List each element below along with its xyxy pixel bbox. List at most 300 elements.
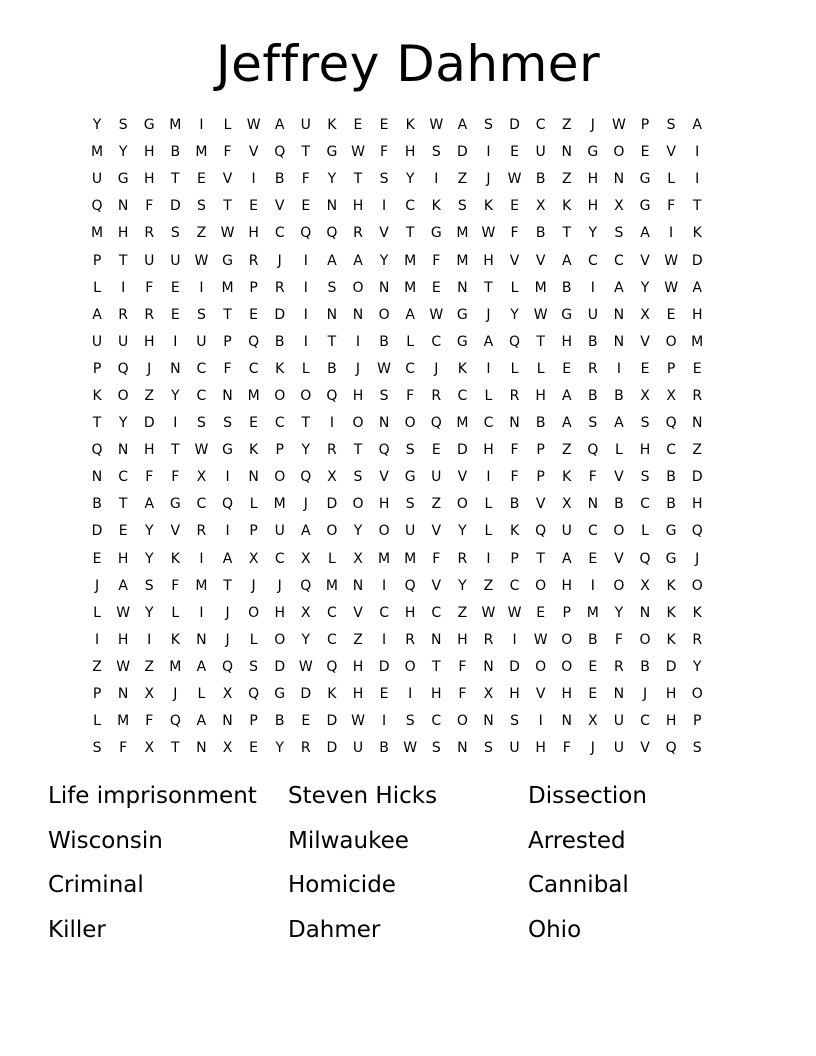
grid-letter: M xyxy=(169,658,182,675)
grid-row xyxy=(84,275,710,302)
grid-letter: I xyxy=(669,225,674,242)
grid-letter: M xyxy=(117,713,130,730)
grid-letter: N xyxy=(196,631,207,648)
grid-letter: H xyxy=(117,225,129,242)
grid-letter: I xyxy=(147,631,152,648)
grid-letter: U xyxy=(509,740,520,757)
grid-letter: N xyxy=(196,740,207,757)
grid-letter: H xyxy=(143,171,155,188)
grid-letter: G xyxy=(222,442,233,459)
grid-letter: U xyxy=(587,306,598,323)
grid-letter: B xyxy=(274,333,285,350)
grid-letter: A xyxy=(692,279,702,296)
grid-letter: K xyxy=(249,442,259,459)
grid-letter: L xyxy=(249,496,258,513)
grid-letter: O xyxy=(691,686,703,703)
grid-row xyxy=(84,708,710,735)
grid-letter: G xyxy=(456,333,468,350)
grid-letter: R xyxy=(587,360,598,377)
grid-letter: Q xyxy=(404,577,416,594)
grid-letter: M xyxy=(586,604,599,621)
grid-letter: Z xyxy=(483,577,494,594)
grid-letter: Q xyxy=(691,523,703,540)
grid-letter: U xyxy=(274,523,285,540)
grid-letter: K xyxy=(562,469,572,486)
grid-letter: U xyxy=(118,333,129,350)
grid-letter: G xyxy=(587,144,599,161)
grid-letter: P xyxy=(536,469,545,486)
grid-letter: A xyxy=(196,658,207,675)
grid-letter: J xyxy=(277,577,282,594)
grid-letter: Y xyxy=(692,658,702,675)
grid-letter: O xyxy=(378,523,390,540)
grid-letter: X xyxy=(327,469,337,486)
grid-letter: Z xyxy=(353,631,363,648)
grid-letter: L xyxy=(536,360,545,377)
grid-letter: Q xyxy=(169,713,181,730)
grid-letter: E xyxy=(249,306,259,323)
grid-letter: Q xyxy=(248,686,260,703)
grid-letter: J xyxy=(695,550,700,567)
grid-letter: N xyxy=(117,442,129,459)
grid-letter: N xyxy=(457,740,468,757)
grid-letter: L xyxy=(93,279,101,296)
grid-letter: G xyxy=(274,686,286,703)
grid-letter: O xyxy=(274,469,286,486)
grid-letter: C xyxy=(535,117,546,134)
grid-letter: M xyxy=(325,577,338,594)
grid-letter: X xyxy=(353,550,363,567)
grid-letter: T xyxy=(353,171,363,188)
grid-letter: N xyxy=(91,469,103,486)
grid-letter: G xyxy=(222,252,233,269)
grid-letter: I xyxy=(382,198,387,215)
grid-letter: Y xyxy=(588,225,598,242)
grid-letter: Y xyxy=(144,550,154,567)
grid-letter: Y xyxy=(144,604,154,621)
grid-letter: D xyxy=(326,496,338,513)
grid-letter: V xyxy=(431,523,442,540)
grid-letter: M xyxy=(534,279,547,296)
grid-letter: N xyxy=(509,415,520,432)
grid-letter: E xyxy=(588,550,598,567)
grid-letter: D xyxy=(326,740,338,757)
grid-letter: T xyxy=(562,225,572,242)
word-list-item: Criminal xyxy=(48,872,144,898)
grid-letter: P xyxy=(275,442,284,459)
grid-letter: X xyxy=(144,686,155,703)
grid-letter: X xyxy=(640,306,650,323)
grid-letter: Q xyxy=(665,740,677,757)
grid-letter: C xyxy=(640,496,650,513)
grid-letter: W xyxy=(246,117,261,134)
grid-letter: S xyxy=(144,577,154,594)
grid-letter: E xyxy=(301,713,311,730)
grid-letter: F xyxy=(667,198,676,215)
grid-letter: F xyxy=(432,252,441,269)
grid-letter: N xyxy=(483,658,494,675)
grid-letter: V xyxy=(274,198,285,215)
grid-letter: B xyxy=(509,496,520,513)
grid-letter: E xyxy=(92,550,102,567)
grid-letter: L xyxy=(510,360,519,377)
grid-letter: Q xyxy=(665,415,677,432)
grid-letter: M xyxy=(456,415,469,432)
grid-letter: V xyxy=(431,577,442,594)
grid-row xyxy=(84,627,710,654)
grid-letter: J xyxy=(355,360,361,377)
grid-letter: Q xyxy=(300,577,312,594)
grid-letter: H xyxy=(665,686,677,703)
grid-letter: W xyxy=(612,117,626,134)
grid-letter: Q xyxy=(117,360,129,377)
grid-letter: T xyxy=(223,198,232,215)
word-list xyxy=(48,776,768,954)
grid-letter: O xyxy=(378,306,390,323)
grid-letter: X xyxy=(222,740,233,757)
grid-letter: V xyxy=(222,171,233,188)
grid-letter: V xyxy=(379,225,389,242)
grid-letter: L xyxy=(484,496,493,513)
grid-letter: A xyxy=(692,117,702,134)
grid-letter: X xyxy=(535,198,546,215)
grid-letter: T xyxy=(171,171,180,188)
grid-letter: T xyxy=(536,333,545,350)
grid-letter: W xyxy=(481,225,496,242)
grid-letter: X xyxy=(588,713,598,730)
grid-letter: M xyxy=(195,577,208,594)
grid-letter: F xyxy=(223,144,232,161)
grid-letter: Y xyxy=(327,171,337,188)
grid-letter: E xyxy=(692,360,702,377)
grid-letter: N xyxy=(352,306,364,323)
grid-letter: O xyxy=(456,713,468,730)
grid-letter: D xyxy=(274,306,286,323)
grid-letter: V xyxy=(535,686,546,703)
grid-row xyxy=(84,193,710,220)
grid-letter: J xyxy=(225,631,230,648)
grid-letter: U xyxy=(613,713,625,730)
grid-letter: J xyxy=(303,496,308,513)
grid-letter: O xyxy=(639,631,651,648)
grid-letter: W xyxy=(351,144,365,161)
grid-letter: R xyxy=(196,523,207,540)
grid-letter: M xyxy=(195,144,208,161)
grid-letter: C xyxy=(431,333,442,350)
grid-letter: O xyxy=(613,577,625,594)
grid-letter: F xyxy=(562,740,571,757)
grid-letter: M xyxy=(378,550,391,567)
grid-letter: S xyxy=(405,496,415,513)
grid-letter: N xyxy=(378,415,390,432)
grid-letter: P xyxy=(666,360,676,377)
grid-letter: V xyxy=(640,252,650,269)
grid-letter: U xyxy=(170,252,181,269)
grid-letter: F xyxy=(171,469,180,486)
grid-letter: T xyxy=(171,442,180,459)
grid-letter: D xyxy=(91,523,103,540)
grid-letter: K xyxy=(509,523,520,540)
grid-letter: Q xyxy=(587,442,599,459)
grid-letter: N xyxy=(117,686,129,703)
grid-letter: G xyxy=(404,469,416,486)
grid-letter: O xyxy=(613,144,625,161)
grid-letter: D xyxy=(300,686,312,703)
grid-letter: Z xyxy=(431,496,442,513)
grid-letter: P xyxy=(249,713,258,730)
grid-letter: I xyxy=(173,333,178,350)
grid-row xyxy=(84,437,710,464)
grid-letter: K xyxy=(457,360,467,377)
grid-letter: A xyxy=(457,117,468,134)
grid-letter: K xyxy=(692,604,702,621)
grid-letter: W xyxy=(220,225,235,242)
grid-row xyxy=(84,166,710,193)
grid-letter: T xyxy=(223,577,232,594)
grid-letter: A xyxy=(222,550,233,567)
grid-letter: N xyxy=(170,360,181,377)
word-search-grid xyxy=(84,112,710,762)
grid-letter: W xyxy=(507,604,522,621)
grid-letter: K xyxy=(327,117,337,134)
grid-letter: N xyxy=(613,333,625,350)
grid-letter: J xyxy=(486,306,491,323)
grid-letter: I xyxy=(199,550,204,567)
grid-letter: O xyxy=(248,604,260,621)
grid-row xyxy=(84,356,710,383)
grid-letter: H xyxy=(352,387,364,404)
grid-letter: T xyxy=(484,279,493,296)
grid-letter: C xyxy=(379,604,389,621)
grid-letter: Q xyxy=(300,469,312,486)
grid-letter: C xyxy=(587,252,598,269)
grid-letter: H xyxy=(274,604,285,621)
grid-letter: C xyxy=(405,198,416,215)
grid-letter: I xyxy=(382,713,387,730)
grid-letter: U xyxy=(613,740,625,757)
grid-row xyxy=(84,112,710,139)
grid-letter: S xyxy=(431,144,441,161)
grid-letter: L xyxy=(510,279,519,296)
grid-row xyxy=(84,681,710,708)
grid-row xyxy=(84,491,710,518)
grid-letter: R xyxy=(274,279,285,296)
grid-letter: J xyxy=(486,171,491,188)
grid-letter: V xyxy=(535,252,546,269)
grid-letter: I xyxy=(303,333,308,350)
grid-letter: M xyxy=(169,117,182,134)
grid-letter: W xyxy=(533,631,548,648)
grid-letter: S xyxy=(118,117,128,134)
grid-letter: S xyxy=(640,469,650,486)
grid-letter: H xyxy=(117,550,129,567)
grid-letter: N xyxy=(613,686,625,703)
grid-letter: D xyxy=(143,415,155,432)
grid-letter: A xyxy=(92,306,102,323)
grid-letter: G xyxy=(665,523,677,540)
word-list-item: Cannibal xyxy=(528,872,629,898)
grid-letter: B xyxy=(614,496,624,513)
grid-letter: I xyxy=(121,279,126,296)
grid-letter: B xyxy=(535,415,546,432)
grid-row xyxy=(84,735,710,762)
grid-row xyxy=(84,383,710,410)
grid-letter: S xyxy=(223,415,232,432)
grid-letter: J xyxy=(277,252,282,269)
grid-letter: X xyxy=(666,387,676,404)
grid-letter: L xyxy=(406,333,415,350)
grid-letter: C xyxy=(509,577,520,594)
grid-letter: H xyxy=(352,658,364,675)
grid-letter: H xyxy=(587,198,599,215)
grid-letter: Y xyxy=(353,523,363,540)
grid-letter: A xyxy=(274,117,285,134)
grid-letter: F xyxy=(458,658,467,675)
word-list-item: Milwaukee xyxy=(288,827,409,854)
grid-letter: I xyxy=(199,279,204,296)
grid-letter: Y xyxy=(171,387,180,404)
grid-letter: N xyxy=(117,198,129,215)
grid-letter: T xyxy=(118,252,128,269)
grid-letter: F xyxy=(510,469,519,486)
grid-letter: D xyxy=(665,658,677,675)
grid-letter: Q xyxy=(274,144,286,161)
grid-letter: W xyxy=(194,252,209,269)
grid-letter: F xyxy=(145,713,154,730)
grid-letter: I xyxy=(695,144,700,161)
grid-letter: B xyxy=(535,225,546,242)
grid-letter: O xyxy=(117,387,129,404)
grid-letter: C xyxy=(457,387,468,404)
grid-letter: N xyxy=(691,415,703,432)
grid-letter: H xyxy=(561,333,572,350)
word-list-item: Killer xyxy=(48,916,106,943)
grid-letter: I xyxy=(538,713,543,730)
grid-letter: S xyxy=(327,279,337,296)
grid-letter: N xyxy=(483,713,494,730)
grid-letter: I xyxy=(199,117,204,134)
grid-letter: Q xyxy=(326,658,338,675)
grid-letter: I xyxy=(199,604,204,621)
grid-letter: M xyxy=(404,279,417,296)
grid-letter: O xyxy=(300,387,312,404)
grid-letter: L xyxy=(327,550,336,567)
grid-letter: H xyxy=(587,171,599,188)
grid-letter: X xyxy=(248,550,259,567)
grid-letter: P xyxy=(223,333,232,350)
grid-letter: P xyxy=(249,279,258,296)
grid-letter: O xyxy=(352,279,364,296)
grid-letter: I xyxy=(590,577,595,594)
grid-row xyxy=(84,518,710,545)
grid-row xyxy=(84,220,710,247)
grid-letter: E xyxy=(562,360,572,377)
grid-letter: M xyxy=(404,252,417,269)
grid-letter: A xyxy=(144,496,155,513)
grid-letter: A xyxy=(561,550,572,567)
grid-letter: K xyxy=(405,117,415,134)
word-list-item: Steven Hicks xyxy=(288,783,438,809)
grid-letter: E xyxy=(379,686,389,703)
grid-letter: Y xyxy=(118,415,128,432)
grid-letter: N xyxy=(378,279,390,296)
grid-letter: F xyxy=(588,469,597,486)
grid-letter: A xyxy=(561,415,572,432)
grid-row xyxy=(84,573,710,600)
grid-letter: I xyxy=(329,415,334,432)
grid-letter: D xyxy=(274,658,286,675)
word-list-item: Dahmer xyxy=(288,916,381,943)
grid-letter: F xyxy=(301,171,310,188)
grid-letter: L xyxy=(484,523,493,540)
grid-letter: V xyxy=(457,469,468,486)
grid-letter: A xyxy=(196,713,207,730)
grid-letter: C xyxy=(483,415,494,432)
grid-letter: S xyxy=(249,658,259,675)
grid-letter: Y xyxy=(614,604,624,621)
grid-letter: Q xyxy=(222,496,234,513)
grid-letter: Y xyxy=(118,144,128,161)
grid-letter: I xyxy=(486,469,491,486)
grid-letter: B xyxy=(588,333,598,350)
grid-letter: S xyxy=(405,442,415,459)
grid-letter: L xyxy=(301,360,310,377)
grid-letter: G xyxy=(665,550,677,567)
grid-letter: Y xyxy=(144,523,154,540)
grid-letter: T xyxy=(301,415,311,432)
grid-letter: Y xyxy=(405,171,415,188)
grid-letter: J xyxy=(173,686,178,703)
grid-letter: F xyxy=(145,279,154,296)
grid-letter: Q xyxy=(222,658,234,675)
grid-letter: D xyxy=(509,117,520,134)
grid-letter: X xyxy=(640,387,650,404)
grid-letter: B xyxy=(640,658,650,675)
grid-letter: E xyxy=(666,306,676,323)
grid-letter: B xyxy=(666,496,676,513)
grid-letter: L xyxy=(93,604,101,621)
grid-letter: K xyxy=(170,631,180,648)
grid-letter: I xyxy=(225,523,230,540)
grid-letter: H xyxy=(143,333,155,350)
grid-letter: W xyxy=(403,740,418,757)
grid-letter: Q xyxy=(535,523,547,540)
grid-letter: S xyxy=(379,387,389,404)
grid-letter: K xyxy=(275,360,285,377)
grid-letter: Z xyxy=(92,658,102,675)
grid-letter: T xyxy=(223,306,232,323)
grid-letter: X xyxy=(301,550,311,567)
grid-letter: O xyxy=(326,523,338,540)
grid-letter: C xyxy=(248,360,259,377)
grid-letter: S xyxy=(457,198,467,215)
grid-letter: V xyxy=(640,740,650,757)
grid-letter: X xyxy=(222,686,233,703)
grid-letter: I xyxy=(408,686,413,703)
grid-letter: G xyxy=(326,144,338,161)
grid-letter: O xyxy=(352,415,364,432)
grid-letter: A xyxy=(640,225,650,242)
grid-letter: J xyxy=(590,117,595,134)
grid-letter: Q xyxy=(378,442,390,459)
grid-letter: W xyxy=(664,252,679,269)
grid-letter: X xyxy=(301,604,311,621)
grid-letter: V xyxy=(535,496,546,513)
grid-letter: H xyxy=(639,442,651,459)
grid-letter: Y xyxy=(92,117,102,134)
grid-letter: F xyxy=(432,550,441,567)
grid-letter: H xyxy=(404,144,416,161)
